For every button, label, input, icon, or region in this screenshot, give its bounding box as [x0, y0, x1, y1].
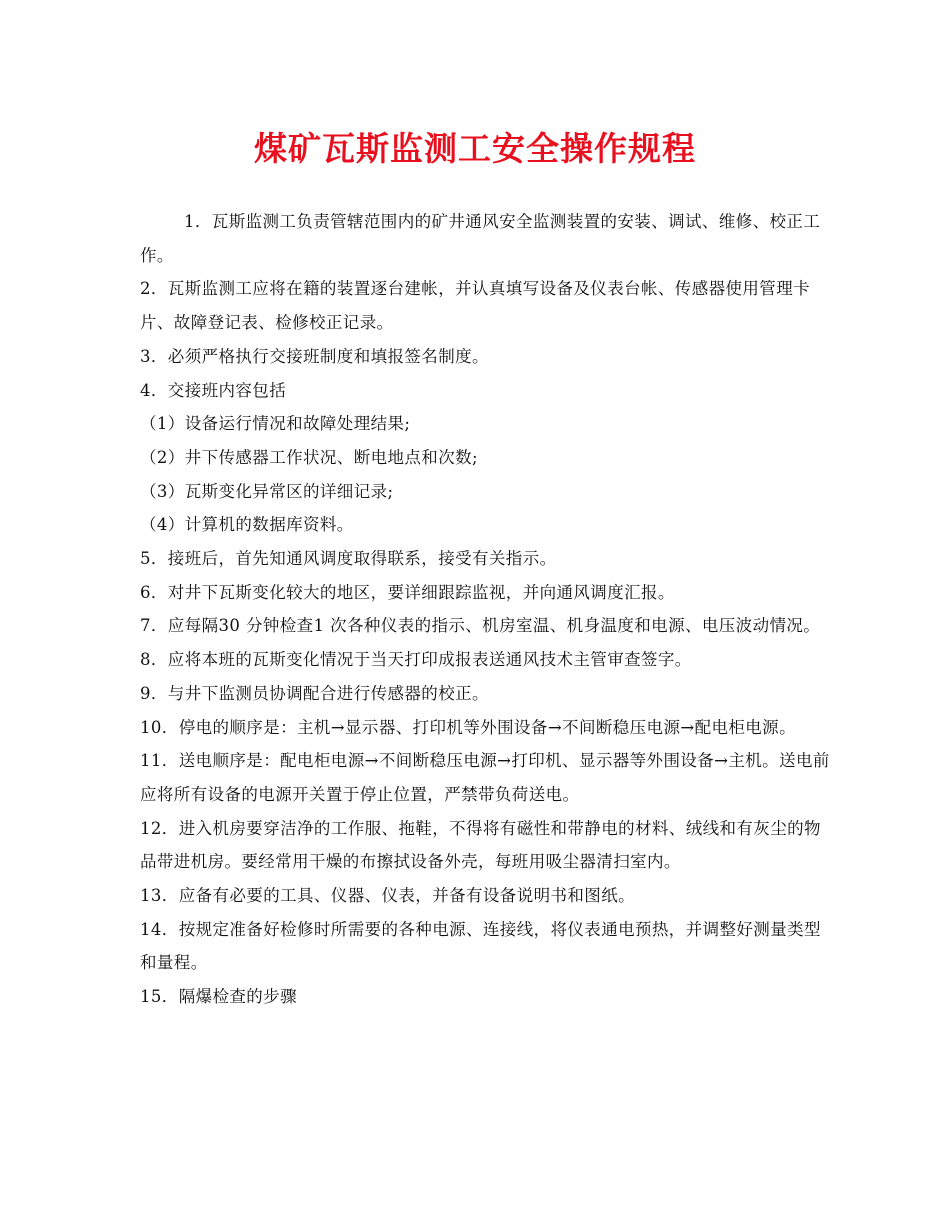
sub-item-2: （2）井下传感器工作状况、断电地点和次数; — [140, 447, 478, 467]
paragraph-11: 11．送电顺序是：配电柜电源→不间断稳压电源→打印机、显示器等外围设备→主机。送电前应将所有设备的电源开关置于停止位置，严禁带负荷送电。 — [140, 751, 830, 804]
paragraph-8: 8．应将本班的瓦斯变化情况于当天打印成报表送通风技术主管审查签字。 — [140, 650, 692, 670]
paragraph-6: 6．对井下瓦斯变化较大的地区，要详细跟踪监视，并向通风调度汇报。 — [140, 582, 675, 602]
sub-item-4: （4）计算机的数据库资料。 — [140, 515, 354, 535]
paragraph-1: 1．瓦斯监测工负责管辖范围内的矿井通风安全监测装置的安装、调试、维修、校正工作。 — [140, 212, 821, 265]
paragraph-7: 7．应每隔30 分钟检查1 次各种仪表的指示、机房室温、机身温度和电源、电压波动情况。 — [140, 616, 821, 636]
paragraph-12: 12．进入机房要穿洁净的工作服、拖鞋，不得将有磁性和带静电的材料、绒线和有灰尘的物品带进机房。要经常用干燥的布擦拭设备外壳，每班用吸尘器清扫室内。 — [140, 818, 821, 872]
document-title: 煤矿瓦斯监测工安全操作规程 — [254, 129, 696, 168]
paragraph-13: 13．应备有必要的工具、仪器、仪表，并备有设备说明书和图纸。 — [140, 886, 635, 906]
sub-item-1: （1）设备运行情况和故障处理结果; — [140, 414, 411, 434]
document-body — [140, 205, 830, 1014]
paragraph-14: 14．按规定准备好检修时所需要的各种电源、连接线，将仪表通电预热，并调整好测量类型和量程。 — [140, 919, 821, 973]
sub-item-3: （3）瓦斯变化异常区的详细记录; — [140, 481, 394, 501]
paragraph-9: 9．与井下监测员协调配合进行传感器的校正。 — [140, 683, 489, 703]
paragraph-2: 2．瓦斯监测工应将在籍的装置逐台建帐，并认真填写设备及仪表台帐、传感器使用管理卡片、故障登记表、检修校正记录。 — [140, 279, 810, 333]
paragraph-5: 5．接班后，首先知通风调度取得联系，接受有关指示。 — [140, 549, 557, 569]
paragraph-15: 15．隔爆检查的步骤 — [140, 987, 297, 1007]
paragraph-4: 4．交接班内容包括 — [140, 380, 287, 400]
paragraph-10: 10．停电的顺序是：主机→显示器、打印机等外围设备→不间断稳压电源→配电柜电源。 — [140, 717, 796, 737]
paragraph-3: 3．必须严格执行交接班制度和填报签名制度。 — [140, 346, 489, 366]
